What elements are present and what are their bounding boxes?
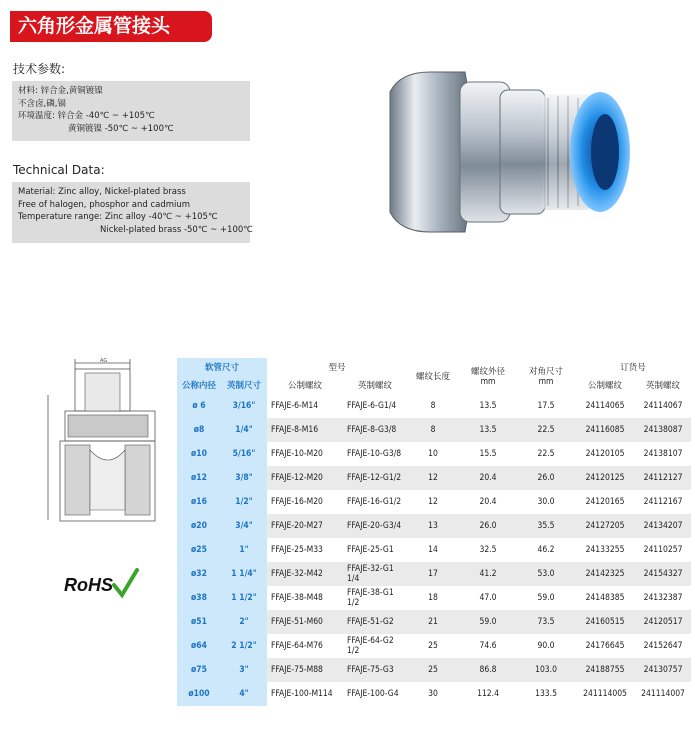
fitting-photo bbox=[360, 52, 660, 252]
metric-model-cell: FFAJE-38-M48 bbox=[267, 586, 343, 610]
inner-dia-cell: ø32 bbox=[177, 562, 221, 586]
order-metric-cell: 241114005 bbox=[575, 682, 635, 706]
metric-model-cell: FFAJE-51-M60 bbox=[267, 610, 343, 634]
imperial-model-cell: FFAJE-51-G2 bbox=[343, 610, 407, 634]
thread-od-cell: 86.8 bbox=[459, 658, 517, 682]
thread-length-cell: 30 bbox=[407, 682, 459, 706]
imperial-size-cell: 4" bbox=[221, 682, 267, 706]
inner-dia-cell: ø38 bbox=[177, 586, 221, 610]
inner-dia-cell: ø25 bbox=[177, 538, 221, 562]
table-row bbox=[177, 586, 691, 610]
unit-label: mm bbox=[538, 377, 554, 387]
across-corners-cell: 35.5 bbox=[517, 514, 575, 538]
thread-length-cell: 17 bbox=[407, 562, 459, 586]
thread-od-header bbox=[459, 358, 517, 394]
en-spec-line: Nickel-plated brass -50℃ ~ +100℃ bbox=[100, 224, 253, 235]
order-metric-cell: 24127205 bbox=[575, 514, 635, 538]
across-corners-cell: 103.0 bbox=[517, 658, 575, 682]
metric-model-cell: FFAJE-8-M16 bbox=[267, 418, 343, 442]
order-imperial-cell: 24152647 bbox=[635, 634, 691, 658]
spec-table bbox=[177, 358, 691, 706]
order-metric-cell: 24176645 bbox=[575, 634, 635, 658]
order-metric-cell: 24188755 bbox=[575, 658, 635, 682]
thread-length-cell: 12 bbox=[407, 466, 459, 490]
inner-dia-header: 公称内径 bbox=[177, 376, 221, 394]
order-metric-cell: 24148385 bbox=[575, 586, 635, 610]
thread-od-cell: 32.5 bbox=[459, 538, 517, 562]
unit-label: mm bbox=[480, 377, 496, 387]
page-title: 六角形金属管接头 bbox=[10, 11, 212, 42]
table-row bbox=[177, 514, 691, 538]
imperial-size-cell: 3" bbox=[221, 658, 267, 682]
order-imperial-cell: 24154327 bbox=[635, 562, 691, 586]
metric-model-cell: FFAJE-75-M88 bbox=[267, 658, 343, 682]
en-spec-heading: Technical Data: bbox=[13, 163, 105, 177]
order-imperial-cell: 24110257 bbox=[635, 538, 691, 562]
thread-od-cell: 47.0 bbox=[459, 586, 517, 610]
imperial-model-cell: FFAJE-12-G1/2 bbox=[343, 466, 407, 490]
imperial-model-cell: FFAJE-20-G3/4 bbox=[343, 514, 407, 538]
across-corners-cell: 73.5 bbox=[517, 610, 575, 634]
imperial-model-cell: FFAJE-25-G1 bbox=[343, 538, 407, 562]
imperial-size-cell: 3/4" bbox=[221, 514, 267, 538]
thread-od-cell: 26.0 bbox=[459, 514, 517, 538]
thread-length-cell: 12 bbox=[407, 490, 459, 514]
table-row bbox=[177, 658, 691, 682]
hose-size-header: 软管尺寸 bbox=[177, 358, 267, 376]
table-row bbox=[177, 538, 691, 562]
table-row bbox=[177, 418, 691, 442]
order-imperial-cell: 24138087 bbox=[635, 418, 691, 442]
imperial-model-cell: FFAJE-38-G1 1/2 bbox=[343, 586, 407, 610]
thread-length-cell: 13 bbox=[407, 514, 459, 538]
order-metric-cell: 24160515 bbox=[575, 610, 635, 634]
rohs-mark bbox=[62, 565, 142, 605]
imperial-size-cell: 1" bbox=[221, 538, 267, 562]
imperial-size-cell: 2" bbox=[221, 610, 267, 634]
order-imperial-header: 英制螺纹 bbox=[646, 381, 681, 391]
imperial-model-cell: FFAJE-10-G3/8 bbox=[343, 442, 407, 466]
metric-model-cell: FFAJE-16-M20 bbox=[267, 490, 343, 514]
imperial-model-cell: FFAJE-64-G2 1/2 bbox=[343, 634, 407, 658]
metric-model-cell: FFAJE-20-M27 bbox=[267, 514, 343, 538]
imperial-model-cell: FFAJE-8-G3/8 bbox=[343, 418, 407, 442]
across-corners-cell: 46.2 bbox=[517, 538, 575, 562]
imperial-size-cell: 1/4" bbox=[221, 418, 267, 442]
across-corners-cell: 22.5 bbox=[517, 442, 575, 466]
thread-od-cell: 15.5 bbox=[459, 442, 517, 466]
order-metric-cell: 24114065 bbox=[575, 394, 635, 418]
inner-dia-cell: ø12 bbox=[177, 466, 221, 490]
dimension-label: AG bbox=[100, 358, 108, 364]
metric-model-cell: FFAJE-32-M42 bbox=[267, 562, 343, 586]
table-row bbox=[177, 466, 691, 490]
thread-length-cell: 10 bbox=[407, 442, 459, 466]
thread-od-label: 螺纹外径 bbox=[471, 367, 506, 377]
thread-length-cell: 8 bbox=[407, 418, 459, 442]
inner-dia-cell: ø75 bbox=[177, 658, 221, 682]
thread-length-cell: 18 bbox=[407, 586, 459, 610]
order-metric-header: 公制螺纹 bbox=[588, 381, 623, 391]
metric-model-cell: FFAJE-64-M76 bbox=[267, 634, 343, 658]
metric-model-cell: FFAJE-25-M33 bbox=[267, 538, 343, 562]
inner-dia-cell: ø16 bbox=[177, 490, 221, 514]
thread-od-cell: 41.2 bbox=[459, 562, 517, 586]
imperial-size-cell: 3/16" bbox=[221, 394, 267, 418]
cn-spec-line: 环境温度: 锌合金 -40℃ ~ +105℃ bbox=[18, 111, 155, 121]
order-imperial-cell: 24112167 bbox=[635, 490, 691, 514]
table-row bbox=[177, 682, 691, 706]
thread-length-cell: 25 bbox=[407, 634, 459, 658]
en-spec-line: Free of halogen, phosphor and cadmium bbox=[18, 199, 191, 210]
order-imperial-cell: 24138107 bbox=[635, 442, 691, 466]
table-row bbox=[177, 442, 691, 466]
metric-thread-header: 公制螺纹 bbox=[288, 381, 323, 391]
inner-dia-cell: ø100 bbox=[177, 682, 221, 706]
inner-dia-cell: ø20 bbox=[177, 514, 221, 538]
across-corners-cell: 53.0 bbox=[517, 562, 575, 586]
order-metric-cell: 24120165 bbox=[575, 490, 635, 514]
model-header: 型号 bbox=[328, 363, 346, 373]
across-corners-cell: 30.0 bbox=[517, 490, 575, 514]
inner-dia-cell: ø64 bbox=[177, 634, 221, 658]
en-spec-box bbox=[12, 182, 253, 243]
thread-length-cell: 8 bbox=[407, 394, 459, 418]
thread-od-cell: 74.6 bbox=[459, 634, 517, 658]
cn-spec-line: 不含卤,磷,镉 bbox=[18, 98, 66, 109]
thread-length-cell: 14 bbox=[407, 538, 459, 562]
order-imperial-cell: 24134207 bbox=[635, 514, 691, 538]
inner-dia-cell: ø 6 bbox=[177, 394, 221, 418]
thread-od-cell: 20.4 bbox=[459, 490, 517, 514]
thread-length-header: 螺纹长度 bbox=[416, 372, 451, 382]
table-row bbox=[177, 562, 691, 586]
imperial-model-cell: FFAJE-16-G1/2 bbox=[343, 490, 407, 514]
cn-spec-line: 材料: 锌合金,黄铜镀镍 bbox=[18, 86, 103, 96]
inner-dia-cell: ø8 bbox=[177, 418, 221, 442]
order-metric-cell: 24142325 bbox=[575, 562, 635, 586]
cross-section-drawing bbox=[30, 355, 160, 540]
cn-spec-line: 黄铜镀镍 -50℃ ~ +100℃ bbox=[68, 123, 174, 134]
order-imperial-cell: 24114067 bbox=[635, 394, 691, 418]
order-imperial-cell: 24112127 bbox=[635, 466, 691, 490]
across-corners-header bbox=[517, 358, 575, 394]
across-corners-cell: 90.0 bbox=[517, 634, 575, 658]
inner-dia-cell: ø10 bbox=[177, 442, 221, 466]
thread-od-cell: 112.4 bbox=[459, 682, 517, 706]
across-corners-cell: 59.0 bbox=[517, 586, 575, 610]
table-row bbox=[177, 394, 691, 418]
across-corners-cell: 133.5 bbox=[517, 682, 575, 706]
rohs-text: RoHS bbox=[64, 575, 113, 595]
imperial-size-cell: 1 1/2" bbox=[221, 586, 267, 610]
cn-spec-box bbox=[12, 81, 250, 141]
table-row bbox=[177, 610, 691, 634]
across-corners-cell: 26.0 bbox=[517, 466, 575, 490]
imperial-model-cell: FFAJE-6-G1/4 bbox=[343, 394, 407, 418]
metric-model-cell: FFAJE-10-M20 bbox=[267, 442, 343, 466]
order-metric-cell: 24120105 bbox=[575, 442, 635, 466]
imperial-size-cell: 3/8" bbox=[221, 466, 267, 490]
metric-model-cell: FFAJE-12-M20 bbox=[267, 466, 343, 490]
order-imperial-cell: 24132387 bbox=[635, 586, 691, 610]
en-spec-line: Temperature range: Zinc alloy -40℃ ~ +105℃ bbox=[18, 212, 218, 222]
imperial-model-cell: FFAJE-75-G3 bbox=[343, 658, 407, 682]
order-imperial-cell: 24130757 bbox=[635, 658, 691, 682]
order-metric-cell: 24133255 bbox=[575, 538, 635, 562]
imperial-size-cell: 1/2" bbox=[221, 490, 267, 514]
thread-od-cell: 13.5 bbox=[459, 394, 517, 418]
table-row bbox=[177, 490, 691, 514]
en-spec-line: Material: Zinc alloy, Nickel-plated brass bbox=[18, 187, 186, 197]
thread-od-cell: 13.5 bbox=[459, 418, 517, 442]
imperial-model-cell: FFAJE-100-G4 bbox=[343, 682, 407, 706]
across-corners-label: 对角尺寸 bbox=[529, 367, 564, 377]
imperial-size-header: 英制尺寸 bbox=[221, 376, 267, 394]
order-imperial-cell: 241114007 bbox=[635, 682, 691, 706]
cn-spec-heading: 技术参数: bbox=[13, 62, 66, 76]
thread-length-cell: 25 bbox=[407, 658, 459, 682]
imperial-size-cell: 1 1/4" bbox=[221, 562, 267, 586]
thread-od-cell: 20.4 bbox=[459, 466, 517, 490]
imperial-size-cell: 5/16" bbox=[221, 442, 267, 466]
order-imperial-cell: 24120517 bbox=[635, 610, 691, 634]
across-corners-cell: 17.5 bbox=[517, 394, 575, 418]
imperial-model-cell: FFAJE-32-G1 1/4 bbox=[343, 562, 407, 586]
imperial-size-cell: 2 1/2" bbox=[221, 634, 267, 658]
table-row bbox=[177, 634, 691, 658]
thread-length-cell: 21 bbox=[407, 610, 459, 634]
order-metric-cell: 24120125 bbox=[575, 466, 635, 490]
across-corners-cell: 22.5 bbox=[517, 418, 575, 442]
order-metric-cell: 24116085 bbox=[575, 418, 635, 442]
thread-od-cell: 59.0 bbox=[459, 610, 517, 634]
inner-dia-cell: ø51 bbox=[177, 610, 221, 634]
order-no-header: 订货号 bbox=[620, 363, 646, 373]
imperial-thread-header: 英制螺纹 bbox=[358, 381, 393, 391]
metric-model-cell: FFAJE-100-M114 bbox=[267, 682, 343, 706]
metric-model-cell: FFAJE-6-M14 bbox=[267, 394, 343, 418]
